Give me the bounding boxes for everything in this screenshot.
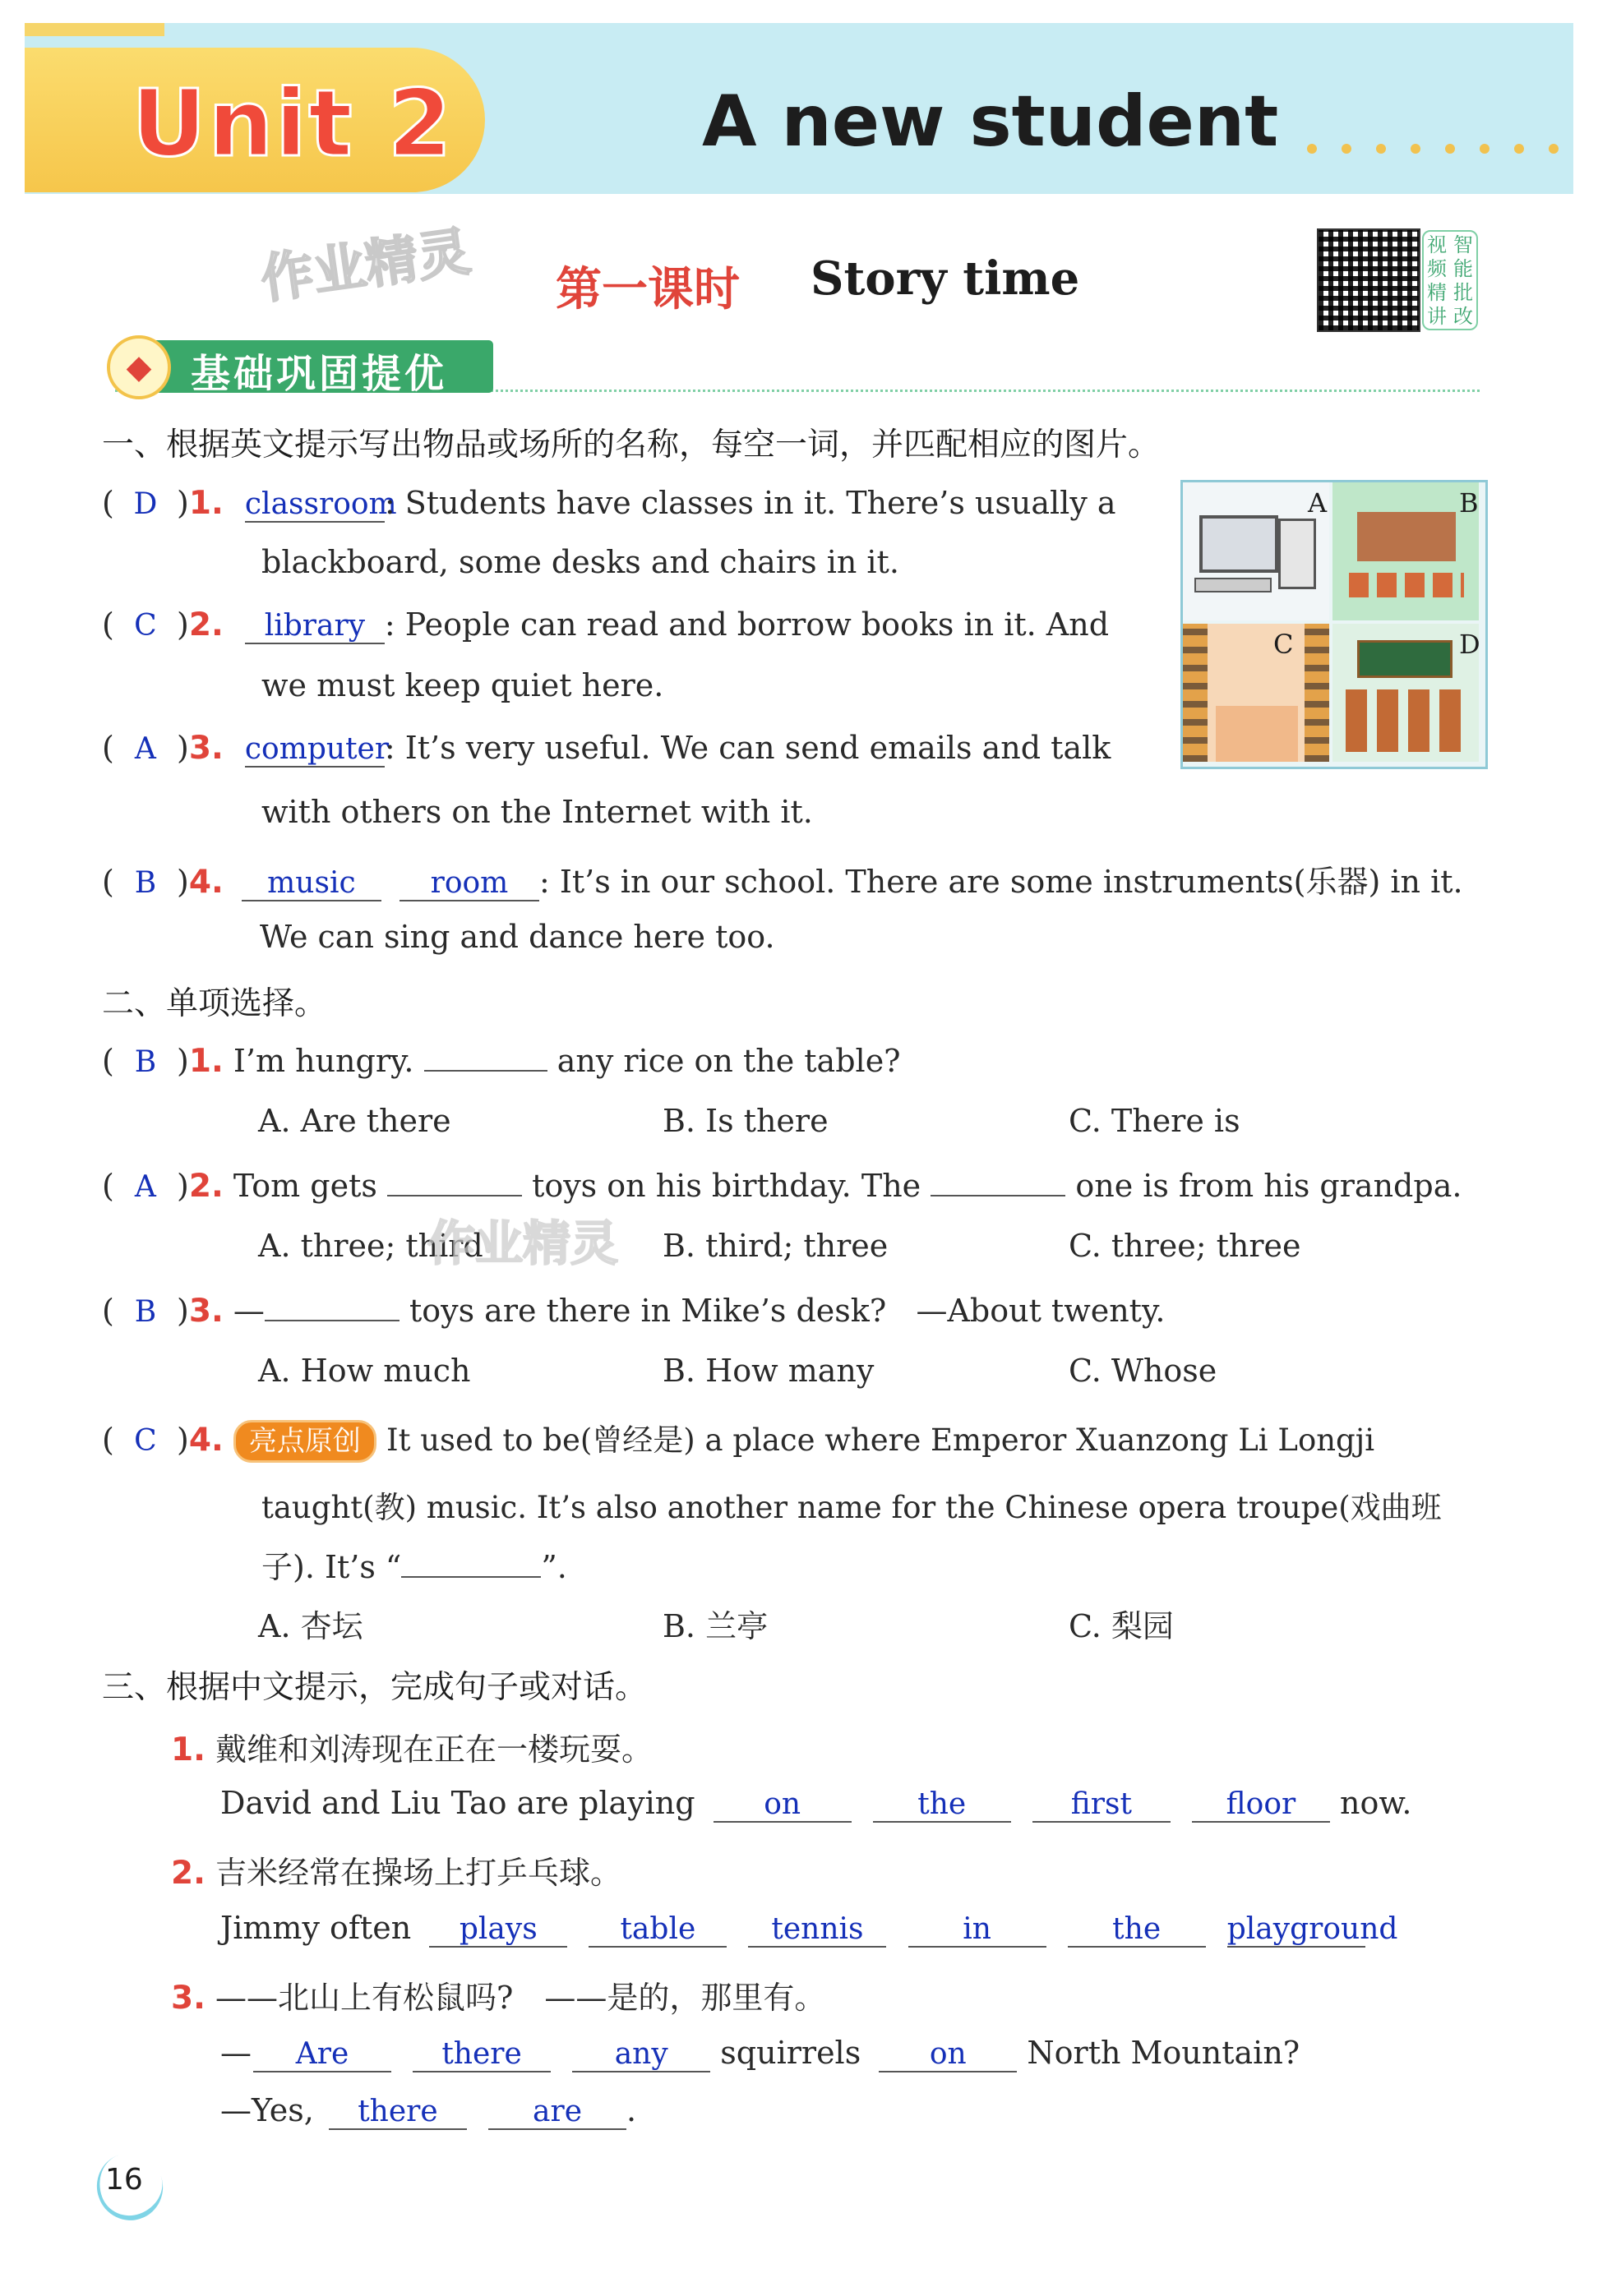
section-title: 基础巩固提优 bbox=[191, 351, 448, 397]
decorative-dots bbox=[1307, 141, 1583, 157]
story-title: Story time bbox=[811, 251, 1080, 306]
p2-q4: ( C )4. 亮点原创 It used to be(曾经是) a place where Emperor Xuanzong Li Longji bbox=[102, 1415, 1374, 1463]
period-label: 第一课时 bbox=[556, 263, 740, 316]
cube-icon: ◆ bbox=[107, 335, 171, 399]
option[interactable]: C. 梨园 bbox=[1069, 1608, 1174, 1644]
p3-q2-cn: 2. 吉米经常在操场上打乒乓球。 bbox=[171, 1855, 622, 1892]
p3-q3-cn: 3. ——北山上有松鼠吗? ——是的，那里有。 bbox=[171, 1980, 826, 2017]
p1-q2: ( C )2. library : People can read and borrow books in it. And bbox=[102, 606, 1110, 643]
p3-q1-cn: 1. 戴维和刘涛现在正在一楼玩耍。 bbox=[171, 1731, 654, 1768]
p1-q2-line2: we must keep quiet here. bbox=[261, 667, 664, 703]
p3-q3-line2: —Yes, there are . bbox=[220, 2092, 637, 2128]
watermark-logo: 作业精灵 bbox=[427, 1215, 619, 1271]
watermark-logo: 作业精灵 bbox=[256, 221, 474, 311]
p1-q1-line2: blackboard, some desks and chairs in it. bbox=[261, 544, 899, 580]
p2-q2: ( A )2. Tom gets toys on his birthday. The one is from his grandpa. bbox=[102, 1165, 1462, 1205]
picture-classroom bbox=[1332, 624, 1479, 762]
option[interactable]: B. Is there bbox=[663, 1103, 829, 1139]
highlight-tag: 亮点原创 bbox=[233, 1420, 376, 1463]
p3-q3-line1: — Are there any squirrels on North Mountain? bbox=[220, 2035, 1300, 2071]
lesson-title: A new student bbox=[702, 81, 1279, 163]
matching-picture: A B C D bbox=[1180, 480, 1488, 769]
p1-q4-line2: We can sing and dance here too. bbox=[260, 919, 775, 955]
p3-q2-en: Jimmy often plays table tennis in the playground bbox=[220, 1910, 1398, 1946]
p2-q4-line2: taught(教) music. It’s also another name for the Chinese opera troupe(戏曲班 bbox=[261, 1490, 1442, 1525]
p3-q1-en: David and Liu Tao are playing on the first floor now. bbox=[220, 1785, 1412, 1821]
option[interactable]: C. There is bbox=[1069, 1103, 1240, 1139]
picture-music-room bbox=[1332, 482, 1479, 620]
option[interactable]: A. three; third bbox=[258, 1228, 483, 1264]
option[interactable]: C. Whose bbox=[1069, 1353, 1217, 1389]
option[interactable]: B. How many bbox=[663, 1353, 875, 1389]
page-number: 16 bbox=[105, 2163, 143, 2197]
option[interactable]: B. 兰亭 bbox=[663, 1608, 769, 1644]
p1-q1: ( D )1. classroom: Students have classes in it. There’s usually a bbox=[102, 485, 1116, 522]
p1-q3: ( A )3. computer: It’s very useful. We can send emails and talk bbox=[102, 730, 1111, 767]
option[interactable]: A. Are there bbox=[258, 1103, 451, 1139]
part2-heading: 二、单项选择。 bbox=[102, 985, 327, 1022]
qr-label: 视 智 频 能 精 批 讲 改 bbox=[1422, 230, 1478, 330]
part1-heading: 一、根据英文提示写出物品或场所的名称，每空一词，并匹配相应的图片。 bbox=[102, 426, 1161, 463]
picture-library bbox=[1183, 624, 1329, 762]
p2-q1: ( B )1. I’m hungry. any rice on the table? bbox=[102, 1040, 901, 1080]
header-strip bbox=[25, 23, 164, 36]
p1-q3-line2: with others on the Internet with it. bbox=[261, 794, 813, 830]
p2-q3: ( B )3. — toys are there in Mike’s desk? —About twenty. bbox=[102, 1290, 1165, 1330]
option[interactable]: B. third; three bbox=[663, 1228, 889, 1264]
p2-q4-line3: 子). It’s “ ”. bbox=[261, 1542, 567, 1587]
qr-code-icon[interactable] bbox=[1317, 228, 1420, 332]
p1-q4: ( B )4. music room : It’s in our school. There are some instruments(乐器) in it. bbox=[102, 864, 1463, 901]
option[interactable]: C. three; three bbox=[1069, 1228, 1301, 1264]
option[interactable]: A. 杏坛 bbox=[258, 1608, 363, 1644]
option[interactable]: A. How much bbox=[258, 1353, 471, 1389]
part3-heading: 三、根据中文提示，完成句子或对话。 bbox=[102, 1669, 648, 1706]
unit-title: Unit 2 bbox=[132, 71, 454, 178]
